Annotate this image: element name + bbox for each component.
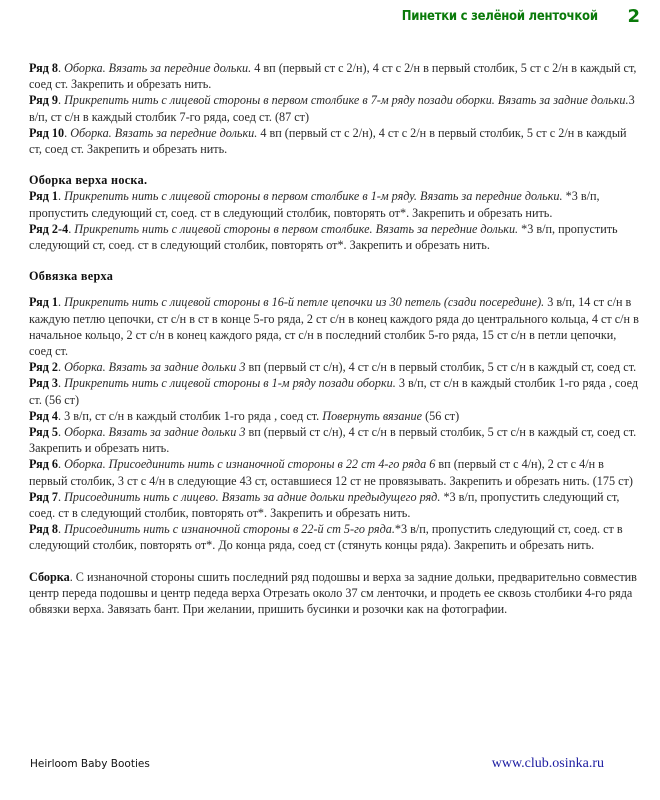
footer-book-title: Heirloom Baby Booties — [30, 758, 150, 770]
rows-top-section — [29, 60, 639, 157]
row-instruction-italic: Присоединить нить с лицево. Вязать за адние дольки предыдущего ряд. — [64, 489, 441, 504]
row-label: Ряд 8 — [29, 61, 59, 75]
row-label: Ряд 7 — [29, 489, 59, 504]
row-instruction: *3 в/п, пропустить следующий ст, соед. ст в следующий столбик, повторять от*. Закрепить и обрезать нить. — [29, 221, 618, 253]
row-instruction: . — [58, 360, 65, 375]
footer-website-link[interactable]: www.club.osinka.ru — [491, 756, 604, 771]
row-instruction: вп (первый ст с/н), 4 ст с/н в первый столбик, 5 ст с/н в каждый ст, соед ст. — [245, 360, 637, 375]
row-label: Ряд 2 — [29, 360, 59, 375]
pattern-row — [29, 92, 639, 124]
row-instruction: . — [68, 221, 75, 236]
row-instruction: *3 в/п, пропустить следующий ст, соед. ст в следующий столбик, повторять от*. Закрепить и обрезать нить. — [29, 489, 620, 521]
row-instruction: . — [58, 489, 65, 504]
section-heading-toe: Оборка верха носка. — [29, 173, 148, 188]
row-instruction: 3 в/п, 14 ст с/н в каждую петлю цепочки, ст с/н в ст в конце 5-го ряда, 2 ст с/н в конец каждого ряда до центрального кольца, 4 ст с/н в начальное кольцо, 2 ст с/н в конец каждого ряда, ст с/н в последний столбик 5-го ряда, 15 ст с/н в петли цепочки, соед ст. — [29, 295, 639, 359]
row-instruction-italic: Оборка. Вязать за передние дольки. — [64, 61, 252, 75]
pattern-row — [29, 188, 639, 220]
assembly-text: . С изнаночной стороны сшить последний ряд подошвы и верха за задние дольки, предварительно совместив центр переда подошвы и центр педеда верха Отрезать около 37 см ленточки, и продеть ее сквозь столбики 4-го ряда обвязки верха. Завязать бант. При желании, пришить бусинки и розочки как на фотографии. — [29, 569, 637, 617]
page-header — [0, 6, 660, 30]
edging-rows-section — [29, 294, 639, 553]
row-instruction-italic: Прикрепить нить с лицевой стороны в 1-м ряду позади оборки. — [64, 376, 396, 391]
row-instruction-italic: Оборка. Присоединить нить с изнаночной стороны в 22 ст 4-го ряда 6 — [64, 457, 436, 472]
row-instruction-italic: Прикрепить нить с лицевой стороны в первом столбике в 1-м ряду. Вязать за передние дольки. — [64, 189, 563, 204]
pattern-row — [29, 125, 639, 157]
pattern-row — [29, 359, 639, 375]
row-instruction: . — [58, 295, 65, 310]
row-instruction-italic: Присоединить нить с изнаночной стороны в 22-й ст 5-го ряда. — [64, 522, 395, 537]
row-instruction: (56 ст) — [422, 408, 460, 423]
row-instruction-italic: Прикрепить нить с лицевой стороны в первом столбике. Вязать за передние дольки. — [74, 221, 519, 236]
row-label: Ряд 10 — [29, 125, 65, 140]
pattern-row — [29, 60, 639, 92]
document-title: Пинетки с зелёной ленточкой — [402, 9, 598, 24]
row-instruction-italic: Повернуть вязание — [322, 408, 423, 423]
toe-rows-section — [29, 188, 639, 253]
row-instruction: . 3 в/п, ст с/н в каждый столбик 1-го ряда , соед ст. — [58, 408, 323, 423]
document-body — [29, 60, 639, 617]
row-instruction-italic: Оборка. Вязать за передние дольки. — [70, 125, 258, 140]
row-label: Ряд 1 — [29, 295, 59, 310]
pattern-row — [29, 489, 639, 521]
pattern-row — [29, 456, 639, 488]
row-instruction: . — [58, 457, 65, 472]
row-instruction-italic: Оборка. Вязать за задние дольки 3 — [64, 425, 246, 440]
row-label: Ряд 1 — [29, 189, 59, 204]
row-instruction: 4 вп (первый ст с 2/н), 4 ст с 2/н в первый столбик, 5 ст с 2/н в каждый ст, соед ст. Закрепить и обрезать нить. — [29, 125, 627, 157]
pattern-row — [29, 424, 639, 456]
row-label: Ряд 9 — [29, 93, 59, 108]
pattern-row — [29, 221, 639, 253]
row-instruction: . — [58, 189, 65, 204]
pattern-row — [29, 521, 639, 553]
row-instruction: . — [58, 61, 65, 75]
row-instruction: . — [58, 425, 65, 440]
row-instruction: . — [58, 522, 65, 537]
row-instruction-italic: Прикрепить нить с лицевой стороны в первом столбике в 7-м ряду позади оборки. Вязать за задние дольки. — [64, 93, 629, 108]
row-instruction: 3 в/п, ст с/н в каждый столбик 7-го ряда, соед ст. (87 ст) — [29, 93, 635, 124]
assembly-paragraph — [29, 569, 639, 618]
row-instruction: . — [64, 125, 71, 140]
row-instruction: вп (первый ст с/н), 4 ст с/н в первый столбик, 5 ст с/н в каждый ст, соед ст. Закрепить и обрезать нить. — [29, 425, 637, 456]
pattern-row — [29, 375, 639, 407]
row-label: Ряд 3 — [29, 376, 59, 391]
row-instruction: 3 в/п, ст с/н в каждый столбик 1-го ряда , соед ст. (56 ст) — [29, 376, 639, 407]
row-instruction: . — [58, 93, 65, 108]
row-instruction: 4 вп (первый ст с 2/н), 4 ст с 2/н в первый столбик, 5 ст с 2/н в каждый ст, соед ст. Закрепить и обрезать нить. — [29, 61, 637, 92]
row-instruction: вп (первый ст с 4/н), 2 ст с 4/н в первый столбик, 3 ст с 4/н в следующие 43 ст, оставшиеся 12 ст не провязывать. Закрепить и обрезать нить. (175 ст) — [29, 457, 633, 488]
section-heading-edging: Обвязка верха — [29, 269, 114, 284]
row-instruction-italic: Прикрепить нить с лицевой стороны в 16-й петле цепочки из 30 петель (сзади посередине). — [64, 295, 545, 310]
row-label: Ряд 6 — [29, 457, 59, 472]
row-instruction-italic: Оборка. Вязать за задние дольки 3 — [64, 360, 246, 375]
pattern-row — [29, 294, 639, 359]
row-instruction: *3 в/п, пропустить следующий ст, соед. ст в следующий столбик, повторять от*. Закрепить и обрезать нить. — [29, 189, 600, 220]
row-instruction: *3 в/п, пропустить следующий ст, соед. ст в следующий столбик, повторять от*. До конца ряда, соед ст (стянуть концы ряда). Закрепить и обрезать нить. — [29, 522, 623, 553]
page-number: 2 — [627, 6, 640, 27]
row-label: Ряд 8 — [29, 522, 59, 537]
pattern-row — [29, 408, 639, 424]
row-label: Ряд 2-4 — [29, 221, 69, 236]
assembly-label: Сборка — [29, 569, 70, 584]
row-label: Ряд 5 — [29, 425, 59, 440]
row-label: Ряд 4 — [29, 408, 59, 423]
row-instruction: . — [58, 376, 65, 391]
